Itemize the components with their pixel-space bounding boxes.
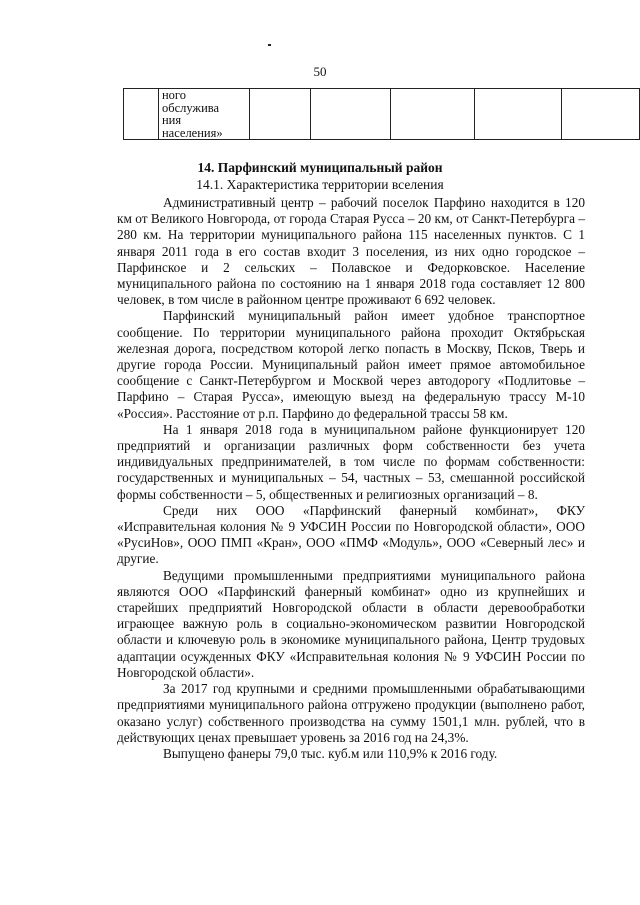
paragraph: На 1 января 2018 года в муниципальном районе функционирует 120 предприятий и организации различных форм собственности без учета индивидуальных предпринимателей, в том числе по формам собственности: государственных и муниципальных – 54, частных – 53, смешанной российской формы собственности – 5, общественных и религиозных организаций – 8. [117,421,585,502]
page-number: 50 [313,64,327,79]
table-cell [250,89,311,140]
table-cell [158,89,249,140]
section-title: 14. Парфинский муниципальный район [197,160,443,175]
paragraph: За 2017 год крупными и средними промышленными обрабатывающими предприятиями муниципального района отгружено продукции (выполнено работ, оказано услуг) собственного производства на сумму 1501,1 млн. рублей, что в действующих ценах превышает уровень за 2016 год на 24,3%. [117,681,585,745]
table-cell [391,89,474,140]
table-cell [561,89,639,140]
table-row [124,89,640,140]
paragraph: Ведущими промышленными предприятиями муниципального района являются ООО «Парфинский фанерный комбинат» одно из крупнейших и старейших предприятий Новгородской области в области деревообработки играющее важную роль в социально-экономическом развитии Новгородской области и ключевую роль в экономике муниципального района, Центр трудовых адаптации осужденных ФКУ «Исправительная колония № 9 УФСИН России по Новгородской области». [117,567,585,680]
table-cell [124,89,159,140]
paragraph: Выпущено фанеры 79,0 тыс. куб.м или 110,9% к 2016 году. [163,745,498,761]
table-cell [311,89,391,140]
table-cell [474,89,561,140]
scan-mark [268,44,271,46]
paragraph: Административный центр – рабочий поселок Парфино находится в 120 км от Великого Новгорода, от города Старая Русса – 20 км, от Санкт-Петербурга – 280 км. На территории муниципального района 115 населенных пунктов. С 1 января 2011 года в его состав входит 3 поселения, из них одно городское – Парфинское и 2 сельских – Полавское и Федорковское. Население муниципального района по состоянию на 1 января 2018 года составляет 12 800 человек, в том числе в районном центре проживают 6 692 человек. [117,195,585,308]
paragraph: Среди них ООО «Парфинский фанерный комбинат», ФКУ «Исправительная колония № 9 УФСИН России по Новгородской области», ООО «РусиНов», ООО ПМП «Кран», ООО «ПМФ «Модуль», ООО «Северный лес» и другие. [117,502,585,567]
table-cell-text: ного обслужива ния населения» [161,88,223,140]
section-subtitle: 14.1. Характеристика территории вселения [196,177,444,192]
paragraph: Парфинский муниципальный район имеет удобное транспортное сообщение. По территории муниципального района проходит Октябрьская железная дорога, посредством которой легко попасть в Москву, Псков, Тверь и другие города России. Муниципальный район имеет прямое автомобильное сообщение с Санкт-Петербургом и Москвой через автодорогу «Подлитовье – Парфино – Старая Русса», имеющую выезд на федеральную трассу М-10 «Россия». Расстояние от р.п. Парфино до федеральной трассы 58 км. [117,308,585,421]
body-text [117,195,585,762]
continued-table [123,88,640,140]
